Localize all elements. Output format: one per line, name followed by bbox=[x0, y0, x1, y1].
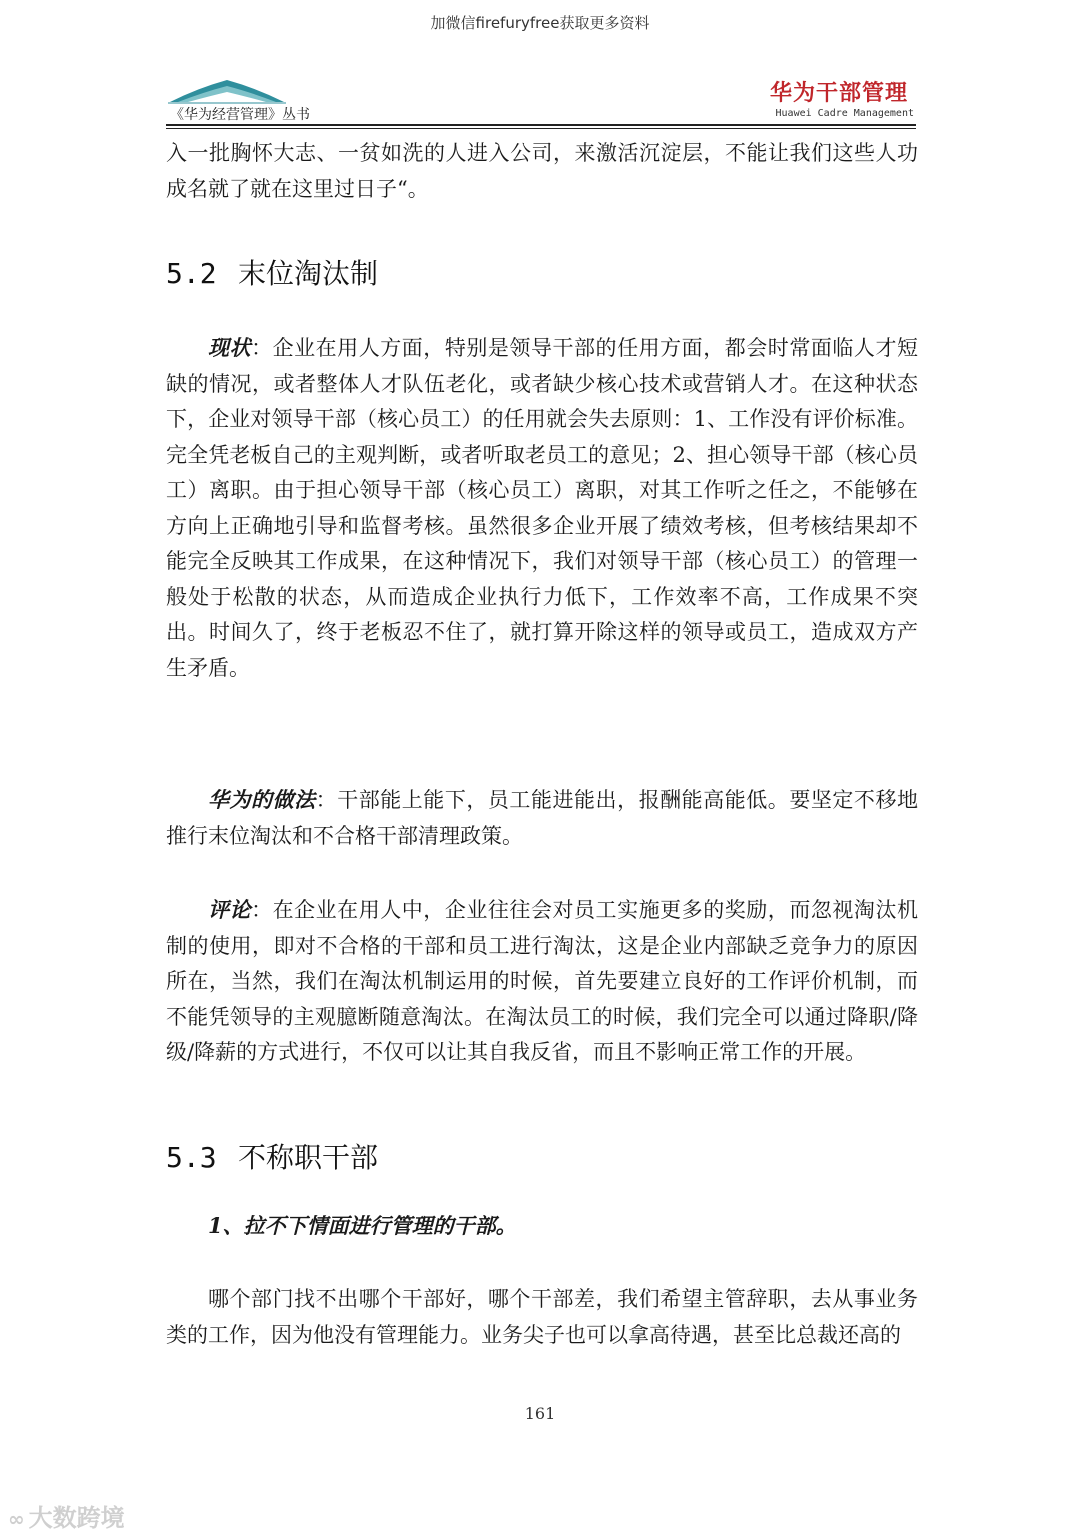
top-note: 加微信firefuryfree获取更多资料 bbox=[430, 14, 650, 32]
section-heading-5-2 bbox=[166, 252, 378, 292]
header-rule-thin bbox=[166, 128, 916, 129]
lead-separator: ： bbox=[251, 898, 273, 922]
watermark bbox=[8, 1498, 125, 1533]
paragraph-text: 企业在用人方面，特别是领导干部的任用方面，都会时常面临人才短缺的情况，或者整体人才队伍老化，或者缺少核心技术或营销人才。在这种状态下，企业对领导干部（核心员工）的任用就会失去原则：1、工作没有评价标准。完全凭老板自己的主观判断，或者听取老员工的意见；2、担心领导干部（核心员工）离职。由于担心领导干部（核心员工）离职，对其工作听之任之，不能够在方向上正确地引导和监督考核。虽然很多企业开展了绩效考核，但考核结果却不能完全反映其工作成果，在这种情况下，我们对领导干部（核心员工）的管理一般处于松散的状态，从而造成企业执行力低下，工作效率不高，工作成果不突出。时间久了，终于老板忍不住了，就打算开除这样的领导或员工，造成双方产生矛盾。 bbox=[166, 336, 918, 680]
subheading: 1、拉不下情面进行管理的干部。 bbox=[208, 1213, 517, 1238]
watermark-text: 大数跨境 bbox=[28, 1504, 125, 1532]
series-label: 《华为经营管理》丛书 bbox=[170, 107, 310, 123]
section-heading-5-3 bbox=[166, 1136, 378, 1176]
paragraph-comment bbox=[166, 892, 918, 1071]
page-number: 161 bbox=[524, 1404, 556, 1423]
lead-separator: ： bbox=[315, 788, 338, 812]
section-title: 不称职干部 bbox=[238, 1141, 379, 1174]
section-title: 末位淘汰制 bbox=[238, 257, 379, 290]
watermark-icon: ∞ bbox=[8, 1507, 25, 1531]
paragraph-continued: 入一批胸怀大志、一贫如洗的人进入公司，来激活沉淀层，不能让我们这些人功成名就了就在这里过日子“。 bbox=[166, 141, 918, 201]
section-number: 5.3 bbox=[166, 1141, 217, 1174]
brand-title: 华为干部管理 bbox=[769, 81, 908, 106]
paragraph-lead: 华为的做法 bbox=[208, 787, 316, 812]
header-rule bbox=[166, 124, 916, 126]
brand-subtitle: Huawei Cadre Management bbox=[775, 108, 914, 119]
paragraph-text: 干部能上能下，员工能进能出，报酬能高能低。要坚定不移地推行末位淘汰和不合格干部清理政策。 bbox=[166, 788, 918, 848]
paragraph-text: 在企业在用人中，企业往往会对员工实施更多的奖励，而忽视淘汰机制的使用，即对不合格的干部和员工进行淘汰，这是企业内部缺乏竞争力的原因所在，当然，我们在淘汰机制运用的时候，首先要建立良好的工作评价机制，而不能凭领导的主观臆断随意淘汰。在淘汰员工的时候，我们完全可以通过降职/降级/降薪的方式进行，不仅可以让其自我反省，而且不影响正常工作的开展。 bbox=[166, 898, 918, 1064]
paragraph-lead: 评论 bbox=[208, 897, 252, 922]
paragraph-huawei-approach bbox=[166, 782, 918, 854]
paragraph-lead: 现状 bbox=[208, 335, 252, 360]
paragraph-status bbox=[166, 330, 918, 686]
paragraph-body: 哪个部门找不出哪个干部好，哪个干部差，我们希望主管辞职，去从事业务类的工作，因为他没有管理能力。业务尖子也可以拿高待遇，甚至比总裁还高的 bbox=[166, 1287, 918, 1347]
series-logo-icon bbox=[168, 78, 286, 104]
section-number: 5.2 bbox=[166, 257, 217, 290]
lead-separator: ： bbox=[251, 336, 273, 360]
